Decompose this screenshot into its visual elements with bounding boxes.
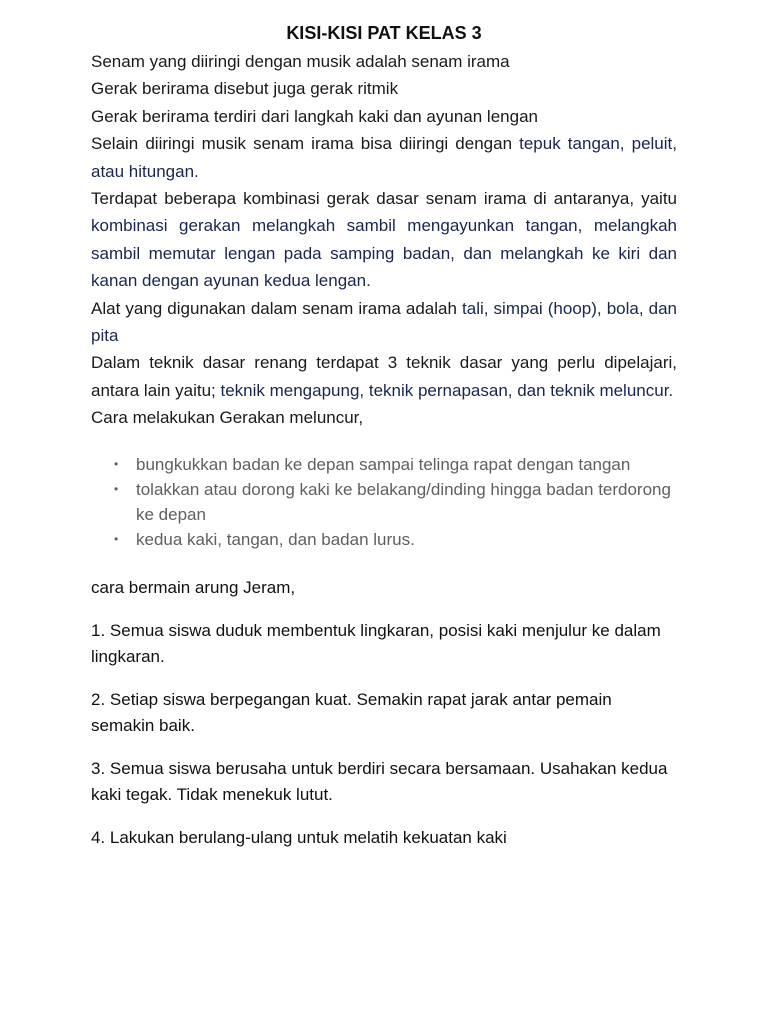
text-plain: Terdapat beberapa kombinasi gerak dasar senam irama di antaranya, yaitu — [91, 189, 677, 209]
list-item-text: tolakkan atau dorong kaki ke belakang/dinding hingga badan terdorong ke depan — [136, 479, 671, 524]
paragraph-teknik-renang — [91, 349, 677, 404]
bullet-icon: • — [114, 456, 119, 471]
paragraph-cara-meluncur: Cara melakukan Gerakan meluncur, — [91, 408, 364, 428]
text-highlight: kombinasi gerakan melangkah sambil mengayunkan tangan, melangkah sambil memutar lengan pada samping badan, dan melangkah ke kiri dan kanan dengan ayunan kedua lengan. — [91, 216, 677, 291]
list-item — [114, 452, 677, 477]
paragraph-senam-irama: Senam yang diiringi dengan musik adalah senam irama — [91, 52, 510, 71]
list-item — [114, 477, 677, 527]
bullet-icon: • — [114, 531, 119, 546]
list-item — [114, 527, 677, 552]
text-highlight: tepuk tangan, peluit, atau hitungan. — [91, 134, 677, 181]
paragraph-kombinasi-gerak — [91, 185, 677, 295]
text-highlight: teknik mengapung, teknik pernapasan, dan teknik meluncur. — [220, 380, 674, 400]
bullet-icon: • — [114, 481, 119, 496]
paragraph-alat-senam — [91, 295, 677, 350]
document-page — [91, 20, 677, 851]
text-highlight: tali, simpai (hoop), bola, dan pita — [91, 298, 677, 346]
arung-jeram-heading: cara bermain arung Jeram, — [91, 577, 296, 597]
arung-jeram-step-2: 2. Setiap siswa berpegangan kuat. Semakin rapat jarak antar pemain semakin baik. — [91, 690, 612, 735]
arung-jeram-step-3: 3. Semua siswa berusaha untuk berdiri secara bersamaan. Usahakan kedua kaki tegak. Tidak menekuk lutut. — [91, 759, 668, 804]
paragraph-pengiring — [91, 130, 677, 185]
list-item-text: kedua kaki, tangan, dan badan lurus. — [136, 529, 415, 549]
list-item-text: bungkukkan badan ke depan sampai telinga rapat dengan tangan — [136, 454, 631, 474]
arung-jeram-step-1: 1. Semua siswa duduk membentuk lingkaran, posisi kaki menjulur ke dalam lingkaran. — [91, 621, 661, 666]
bullet-list-meluncur — [91, 452, 677, 552]
text-plain: Alat yang digunakan dalam senam irama adalah — [91, 298, 463, 318]
page-title: KISI-KISI PAT KELAS 3 — [286, 23, 482, 43]
text-plain: Dalam teknik dasar renang terdapat 3 teknik dasar yang perlu dipelajari, antara lain yaitu; — [91, 353, 677, 400]
text-plain: Selain diiringi musik senam irama bisa diiringi dengan — [91, 134, 520, 154]
arung-jeram-step-4: 4. Lakukan berulang-ulang untuk melatih kekuatan kaki — [91, 828, 507, 848]
paragraph-gerak-berirama: Gerak berirama terdiri dari langkah kaki dan ayunan lengan — [91, 106, 538, 126]
paragraph-gerak-ritmik: Gerak berirama disebut juga gerak ritmik — [91, 79, 399, 99]
